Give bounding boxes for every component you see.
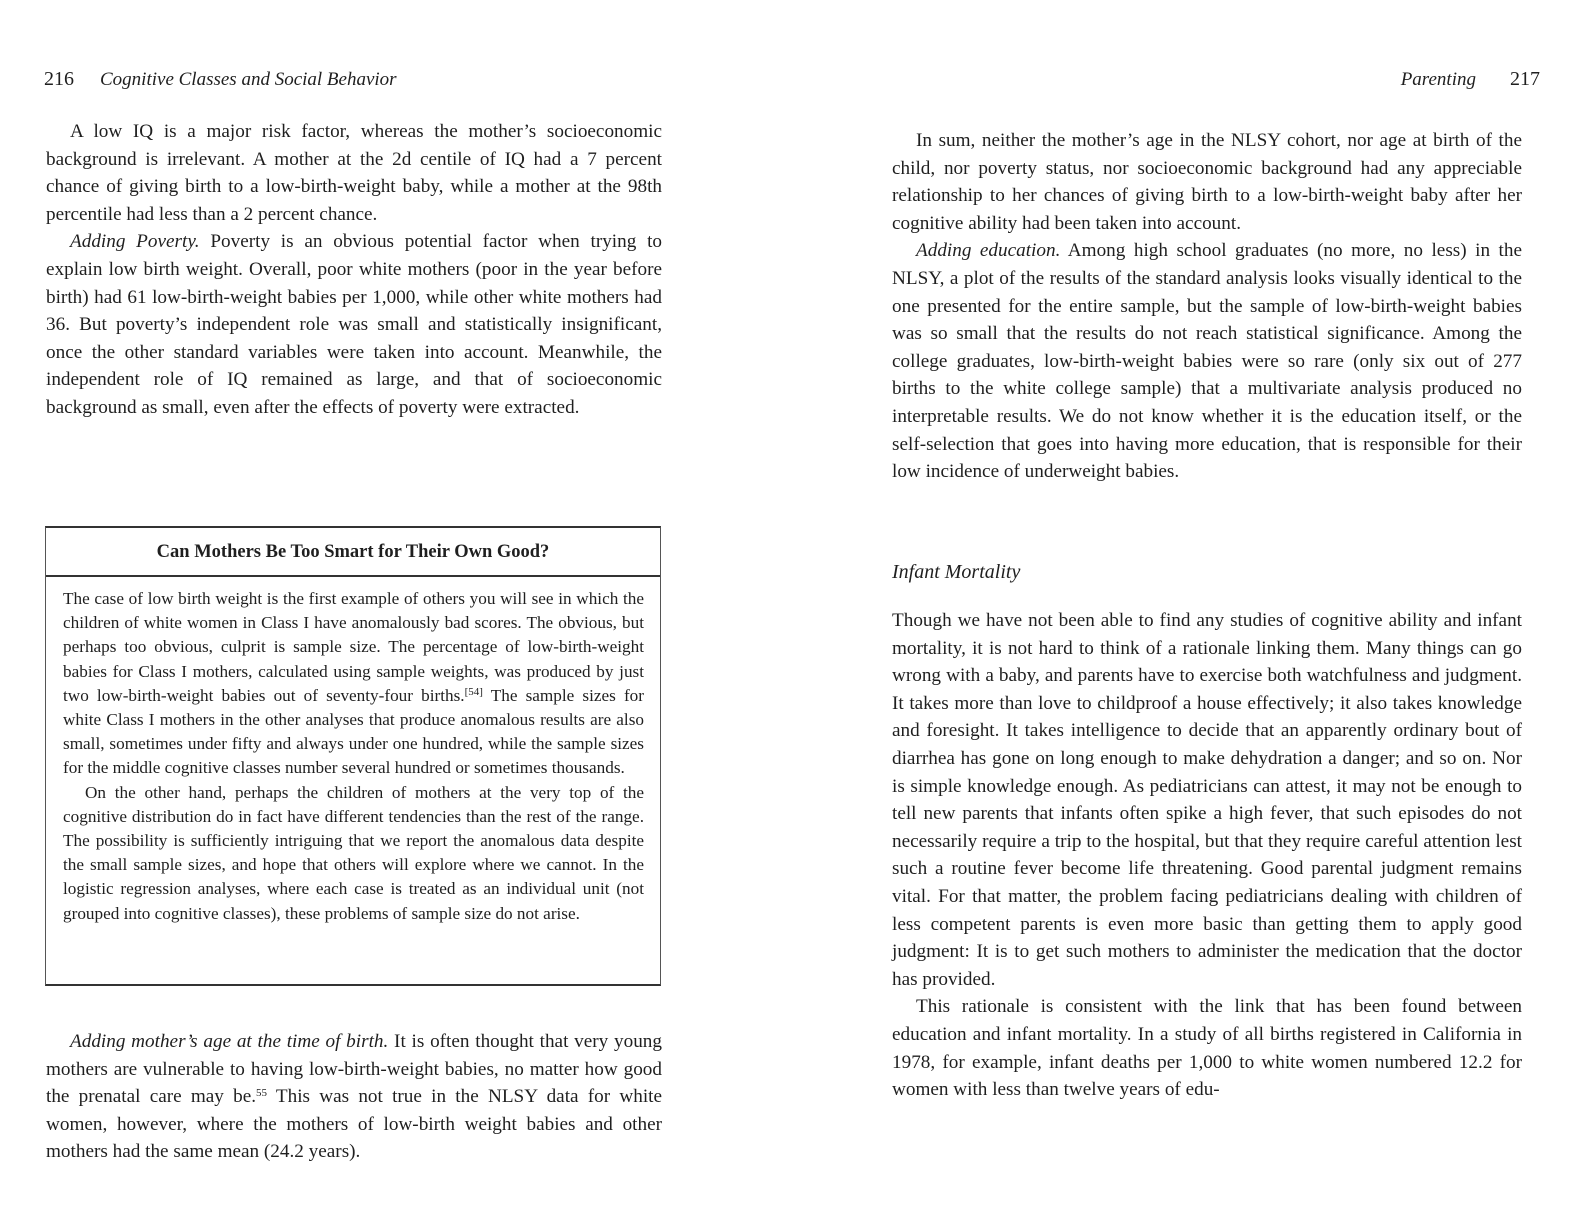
right-top-text: [892, 127, 1522, 486]
paragraph-body: Among high school graduates (no more, no less) in the NLSY, a plot of the results of the standard analysis looks visually identical to the one presented for the entire sample, but the sample of low-birth-weight babies was so small that the results do not reach statistical significance. Among the college graduates, low-birth-weight babies were so rare (only six out of 277 births to the white college sample) that a multivariate analysis produced no interpretable results. We do not know whether it is the education itself, or the self-selection that goes into having more education, that is responsible for their low incidence of underweight babies.: [892, 240, 1522, 483]
sidebar-text: The sample sizes for white Class I mothers in the other analyses that produce anomalous results are also small, sometimes under fifty and always under one hundred, while the sample sizes for the middle cognitive classes number several hundred or sometimes thousands.: [63, 685, 645, 778]
left-top-text: [46, 118, 662, 422]
left-paragraph-3: [46, 1028, 662, 1166]
paragraph-lead-mothers-age: Adding mother’s age at the time of birth.: [70, 1031, 389, 1052]
left-running-head: [44, 68, 397, 91]
sidebar-paragraph-2: On the other hand, perhaps the children of mothers at the very top of the cognitive distribution do in fact have different tendencies than the rest of the range. The possibility is sufficiently intriguing that we report the anomalous data despite the small sample sizes, and hope that others will explore where we cannot. In the logistic regression analyses, where each case is treated as an individual unit (not grouped into cognitive classes), these problems of sample size do not arise.: [63, 782, 644, 923]
left-paragraph-1: A low IQ is a major risk factor, whereas the mother’s socioeconomic background is irrelevant. A mother at the 2d centile of IQ had a 7 percent chance of giving birth to a low-birth-weight baby, while a mother at the 98th percentile had less than a 2 percent chance.: [46, 121, 662, 225]
paragraph-body: Poverty is an obvious potential factor when trying to explain low birth weight. Overall, poor white mothers (poor in the year before birth) had 61 low-birth-weight babies per 1,000, while other white mothers had 36. But poverty’s independent role was small and statistically insignificant, once the other standard variables were taken into account. Meanwhile, the independent role of IQ remained as large, and that of socioeconomic background as small, even after the effects of poverty were extracted.: [46, 231, 663, 418]
sidebar-paragraph-1: [63, 587, 644, 781]
right-running-head: [1401, 68, 1540, 91]
left-paragraph-2: [46, 228, 662, 421]
right-paragraph-2: [892, 237, 1522, 485]
right-running-title: Parenting: [1400, 69, 1476, 90]
paragraph-body: This was not true in the NLSY data for white women, however, where the mothers of low-birth weight babies and other mothers had the same mean (24.2 years).: [46, 1086, 663, 1163]
right-paragraph-1: In sum, neither the mother’s age in the NLSY cohort, nor age at birth of the child, nor poverty status, nor socioeconomic background had any appreciable relationship to her chances of giving birth to a low-birth-weight baby after her cognitive ability had been taken into account.: [892, 130, 1522, 234]
sidebar-box-title: Can Mothers Be Too Smart for Their Own Good?: [46, 528, 660, 577]
footnote-ref-55: 55: [256, 1087, 268, 1100]
left-page-number: 216: [44, 68, 74, 90]
paragraph-lead-adding-poverty: Adding Poverty.: [70, 231, 200, 253]
section-heading-infant-mortality: Infant Mortality: [892, 561, 1021, 583]
left-bottom-text: [46, 1028, 662, 1166]
left-page: [0, 0, 700, 1220]
paragraph-lead-adding-education: Adding education.: [916, 240, 1061, 262]
sidebar-box: [45, 526, 661, 986]
left-running-title: Cognitive Classes and Social Behavior: [100, 69, 397, 90]
right-paragraph-4: This rationale is consistent with the link that has been found between education and infant mortality. In a study of all births registered in California in 1978, for example, infant deaths per 1,000 to white women numbered 12.2 for women with less than twelve years of edu-: [892, 996, 1522, 1101]
right-page: [880, 0, 1540, 1220]
sidebar-box-body: [46, 577, 660, 926]
paragraph-body: It is often thought that very young mothers are vulnerable to having low-birth-weight babies, no matter how good the prenatal care may be.: [46, 1031, 662, 1108]
right-paragraph-3: Though we have not been able to find any studies of cognitive ability and infant mortality, it is not hard to think of a rationale linking them. Many things can go wrong with a baby, and parents have to exercise both watchfulness and judgment. It takes more than love to childproof a house effectively; it also takes knowledge and foresight. It takes intelligence to decide that an apparently ordinary bout of diarrhea has gone on long enough to make dehydration a danger; and so on. Nor is simple knowledge enough. As pediatricians can attest, it may not be enough to tell new parents that infants often spike a high fever, that such episodes do not necessarily require a trip to the hospital, but that they require careful attention lest such a routine fever become life threatening. Good parental judgment remains vital. For that matter, the problem facing pediatricians dealing with children of less competent parents is even more basic than getting them to apply good judgment: It is to get such mothers to administer the medication that the doctor has provided.: [892, 610, 1522, 990]
right-bottom-text: [892, 607, 1522, 1104]
footnote-ref-54: [54]: [464, 685, 483, 698]
sidebar-text: The case of low birth weight is the first example of others you will see in which the children of white women in Class I have anomalously bad scores. The obvious, but perhaps too obvious, culprit is sample size. The percentage of low-birth-weight babies for Class I mothers, calculated using sample weights, was produced by just two low-birth-weight babies out of seventy-four births.: [63, 589, 644, 705]
right-page-number: 217: [1510, 68, 1540, 90]
